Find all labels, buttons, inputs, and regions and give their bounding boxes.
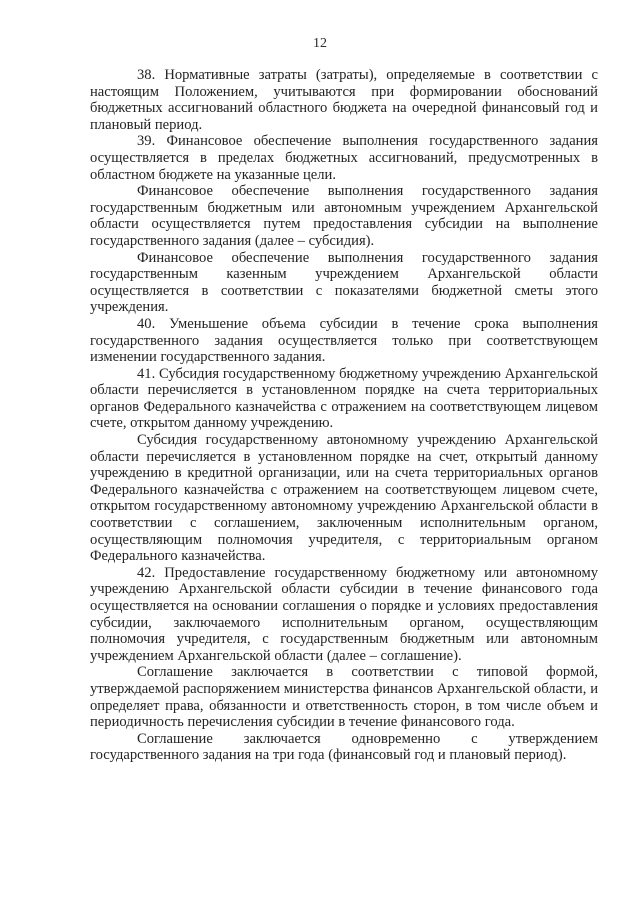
paragraph-41: 41. Субсидия государственному бюджетному учреждению Архангельской области перечисляется в установленном порядке на счета территориальных органов Федерального казначейства с отражением на соответствующем лицевом счете, открытом данному учреждению. [90,365,598,432]
paragraph-40: 40. Уменьшение объема субсидии в течение срока выполнения государственного задания осуществляется только при соответствующем изменении государственного задания. [90,315,598,366]
paragraph-39-budget-autonomous: Финансовое обеспечение выполнения государственного задания государственным бюджетным или автономным учреждением Архангельской области осуществляется путем предоставления субсидии на выполнение государственного задания (далее – субсидия). [90,183,598,249]
document-body [90,67,598,764]
paragraph-39: 39. Финансовое обеспечение выполнения государственного задания осуществляется в пределах бюджетных ассигнований, предусмотренных в областном бюджете на указанные цели. [90,133,598,183]
paragraph-41-autonomous: Субсидия государственному автономному учреждению Архангельской области перечисляется в установленном порядке на счет, открытый данному учреждению в кредитной организации, или на счета территориальных органов Федерального казначейства с отражением на соответствующем лицевом счете, открытом государственному автономному учреждению Архангельской области в соответствии с соглашением, заключенным исполнительным органом, осуществляющим полномочия учредителя, с территориальным органом Федерального казначейства. [90,432,598,565]
paragraph-38: 38. Нормативные затраты (затраты), определяемые в соответствии с настоящим Положением, учитываются при формировании обоснований бюджетных ассигнований областного бюджета на очередной финансовый год и плановый период. [90,67,598,133]
paragraph-42-agreement-form: Соглашение заключается в соответствии с типовой формой, утверждаемой распоряжением министерства финансов Архангельской области, и определяет права, обязанности и ответственность сторон, в том числе объем и периодичность перечисления субсидии в течение финансового года. [90,664,598,731]
paragraph-42-agreement-timing: Соглашение заключается одновременно с утверждением государственного задания на три года (финансовый год и плановый период). [90,730,598,764]
page-number: 12 [313,36,327,51]
paragraph-39-treasury: Финансовое обеспечение выполнения государственного задания государственным казенным учреждением Архангельской области осуществляется в соответствии с показателями бюджетной сметы этого учреждения. [90,249,598,316]
paragraph-42: 42. Предоставление государственному бюджетному или автономному учреждению Архангельской области субсидии в течение финансового года осуществляется на основании соглашения о порядке и условиях предоставления субсидии, заключаемого исполнительным органом, осуществляющим полномочия учредителя, с государственным бюджетным или автономным учреждением Архангельской области (далее – соглашение). [90,564,598,664]
